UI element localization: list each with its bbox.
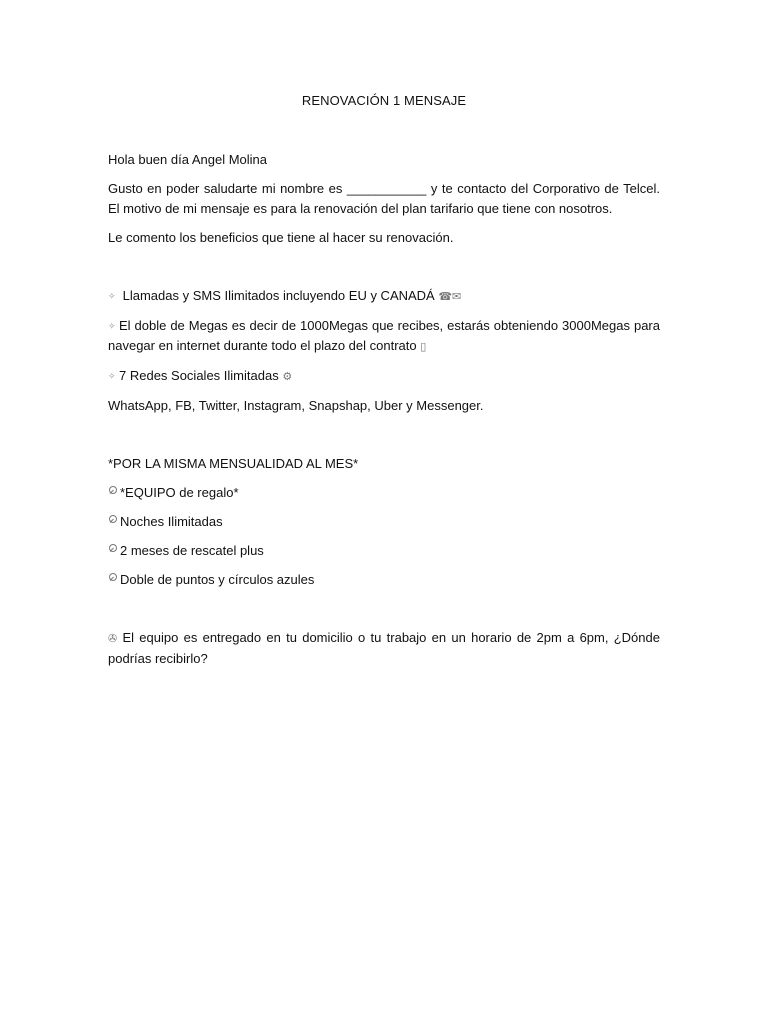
benefit-item bbox=[108, 366, 660, 387]
phone-envelope-icon: ☎✉ bbox=[438, 291, 462, 303]
extra-item bbox=[108, 512, 660, 532]
extra-item bbox=[108, 541, 660, 561]
sparkle-icon: ✧ bbox=[108, 291, 116, 301]
gift-icon: ⚙ bbox=[282, 371, 293, 383]
intro-paragraph: Gusto en poder saludarte mi nombre es ___________ y te contacto del Corporativo de Telcel. El motivo de mi mensaje es para la renovación del plan tarifario que tiene con nosotros. bbox=[108, 181, 660, 216]
greeting: Hola buen día Angel Molina bbox=[108, 152, 268, 167]
same-monthly-heading: *POR LA MISMA MENSUALIDAD AL MES* bbox=[108, 456, 359, 471]
delivery-paragraph bbox=[108, 628, 660, 669]
extra-item bbox=[108, 483, 660, 503]
extra-text: *EQUIPO de regalo* bbox=[120, 485, 239, 500]
mobile-phone-icon: ▯ bbox=[420, 341, 427, 353]
benefit-text: El doble de Megas es decir de 1000Megas que recibes, estarás obteniendo 3000Megas para navegar en internet durante todo el plazo del contrato bbox=[108, 318, 660, 353]
benefit-text: Llamadas y SMS Ilimitados incluyendo EU y CANADÁ bbox=[119, 288, 435, 303]
benefits-intro: Le comento los beneficios que tiene al hacer su renovación. bbox=[108, 230, 454, 245]
document-title: RENOVACIÓN 1 MENSAJE bbox=[301, 93, 467, 108]
delivery-text: El equipo es entregado en tu domicilio o tu trabajo en un horario de 2pm a 6pm, ¿Dónde podrías recibirlo? bbox=[108, 630, 660, 666]
pin-icon bbox=[108, 515, 119, 527]
extra-text: 2 meses de rescatel plus bbox=[120, 543, 264, 558]
extra-text: Doble de puntos y círculos azules bbox=[120, 572, 315, 587]
document-body bbox=[108, 150, 660, 669]
extra-item bbox=[108, 570, 660, 590]
benefit-item bbox=[108, 316, 660, 357]
benefit-item bbox=[108, 286, 660, 307]
sparkle-icon: ✧ bbox=[108, 371, 116, 381]
social-networks: WhatsApp, FB, Twitter, Instagram, Snapshap, Uber y Messenger. bbox=[108, 398, 484, 413]
pin-icon bbox=[108, 544, 119, 556]
pin-icon bbox=[108, 486, 119, 498]
extra-text: Noches Ilimitadas bbox=[120, 514, 223, 529]
pin-icon bbox=[108, 573, 119, 585]
benefit-text: 7 Redes Sociales Ilimitadas bbox=[119, 368, 279, 383]
sparkle-icon: ✧ bbox=[108, 321, 116, 331]
delivery-icon: ✇ bbox=[108, 633, 118, 645]
